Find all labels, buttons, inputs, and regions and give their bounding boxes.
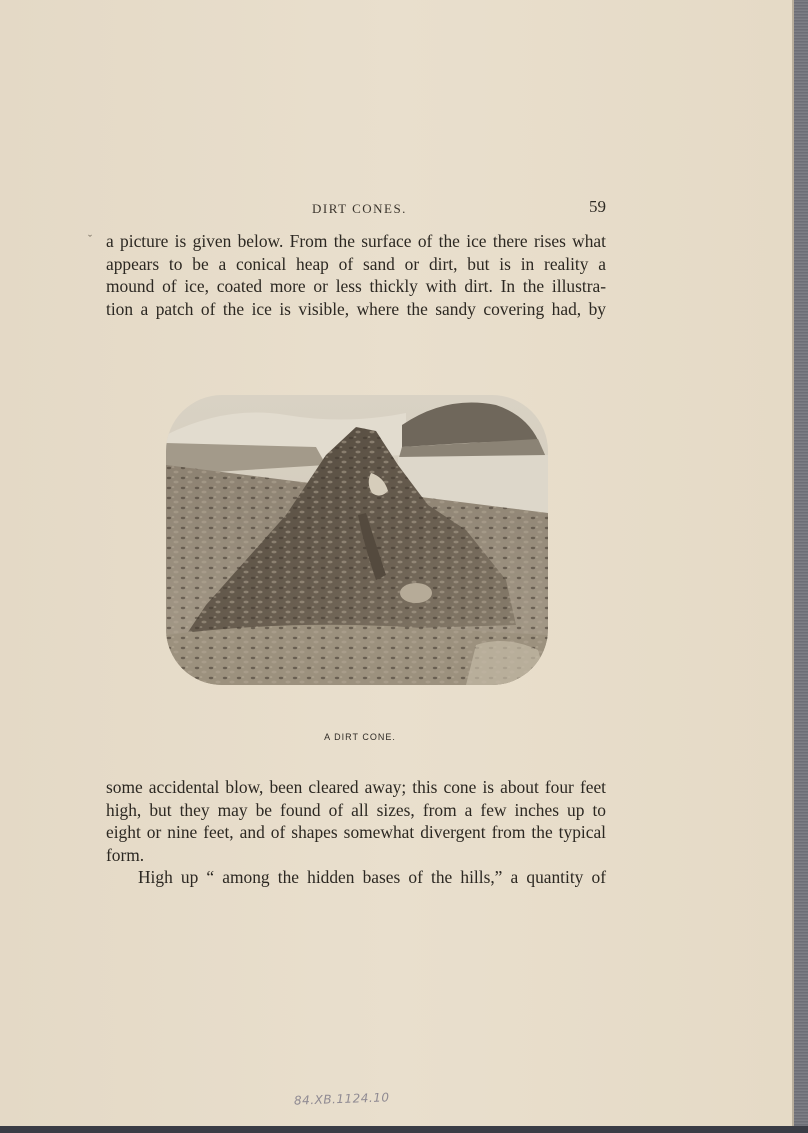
text-line: some accidental blow, been cleared away; this cone is about four feet	[106, 777, 606, 797]
photograph-illustration	[166, 395, 548, 685]
text-line: appears to be a conical heap of sand or dirt, but is in reality a	[106, 253, 606, 274]
paragraph-continued	[106, 776, 606, 867]
figure-caption: A DIRT CONE.	[324, 732, 396, 742]
paragraph-top	[106, 230, 606, 321]
text-line: form.	[106, 845, 145, 866]
dirt-cone-photograph	[166, 395, 548, 685]
text-line: a picture is given below. From the surface of the ice there rises what	[106, 231, 606, 251]
text-line: mound of ice, coated more or less thickly with dirt. In the illustra-	[106, 276, 606, 297]
page-number: 59	[589, 197, 606, 216]
paragraph-next	[106, 866, 606, 889]
text-line: tion a patch of the ice is visible, where the sandy covering had, by	[106, 299, 606, 320]
running-title: DIRT CONES.	[312, 201, 407, 216]
text-line: High up “ among the hidden bases of the hills,” a quantity of	[138, 867, 606, 887]
text-line: eight or nine feet, and of shapes somewhat divergent from the typical	[106, 822, 606, 843]
book-cover-bottom	[0, 1126, 808, 1133]
text-line: high, but they may be found of all sizes, from a few inches up to	[106, 799, 606, 820]
book-cover-edge	[792, 0, 808, 1133]
library-accession-mark: 84.XB.1124.10	[293, 1090, 390, 1108]
margin-mark: ˇ	[88, 232, 92, 246]
